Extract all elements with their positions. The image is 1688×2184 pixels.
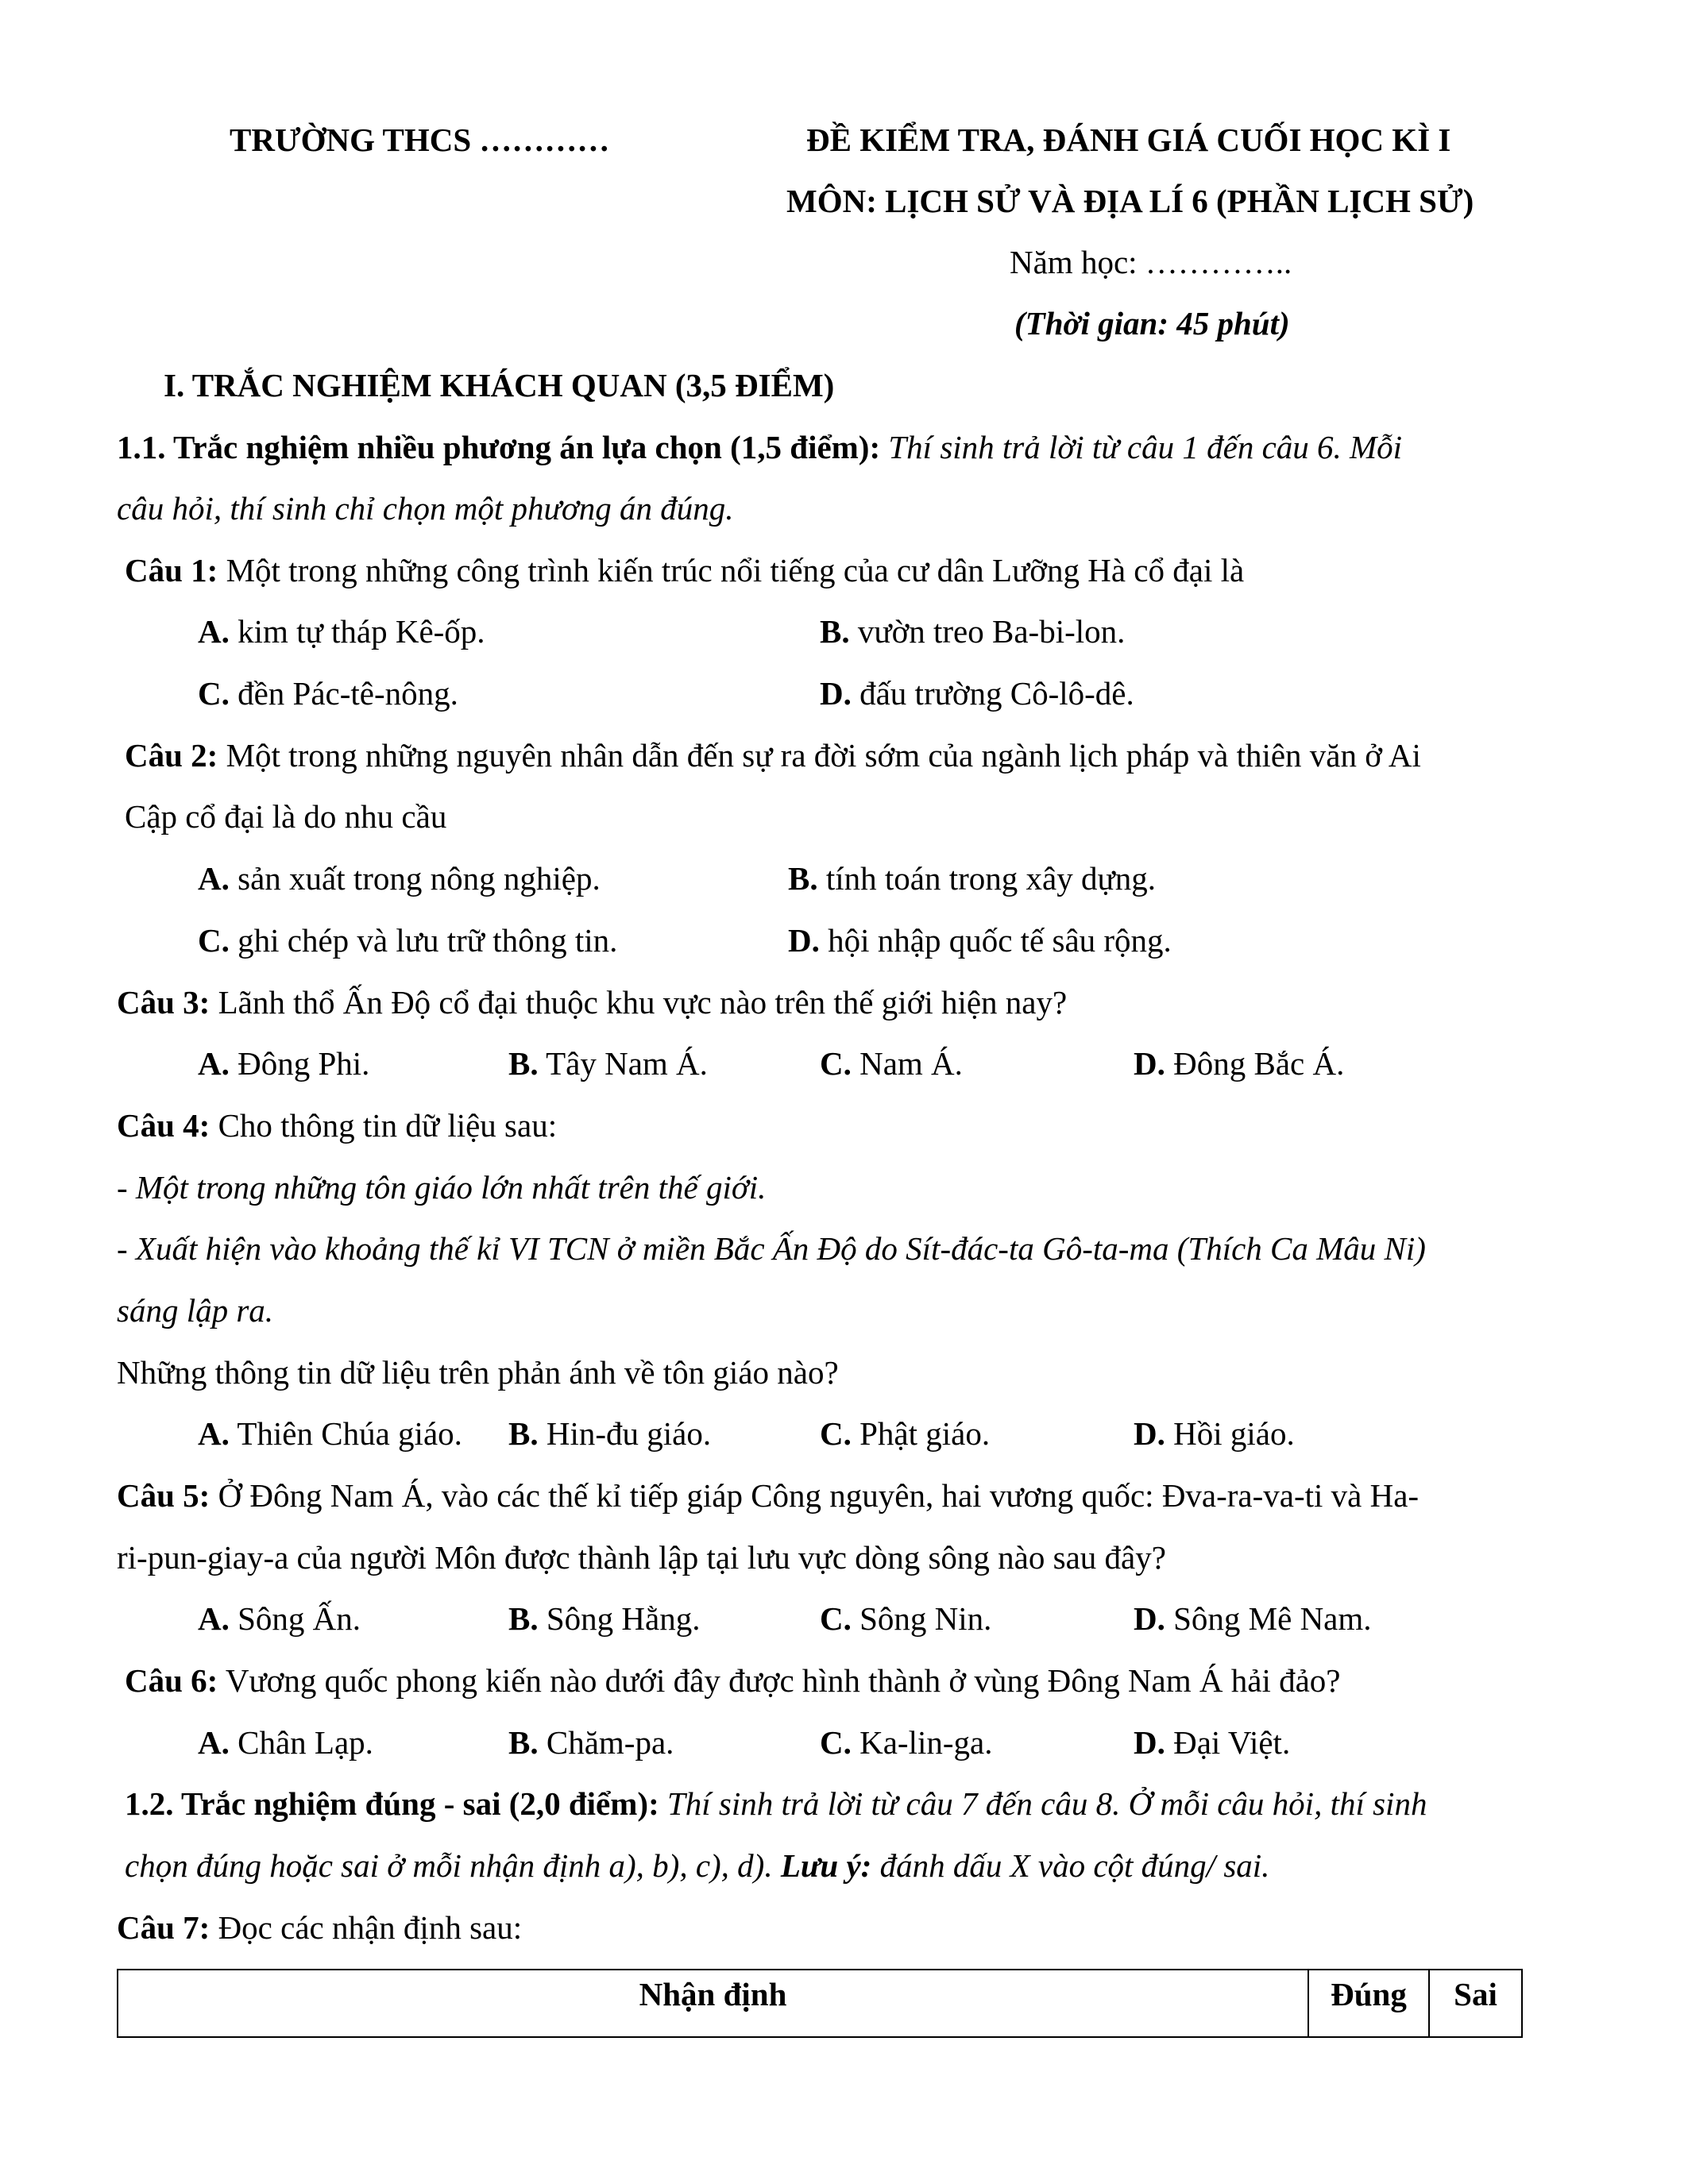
exam-title: ĐỀ KIỂM TRA, ĐÁNH GIÁ CUỐI HỌC KÌ I: [806, 122, 1451, 158]
question-text: Lãnh thổ Ấn Độ cổ đại thuộc khu vực nào trên thế giới hiện nay?: [210, 984, 1068, 1021]
question-4-info-1: - Một trong những tôn giáo lớn nhất trên thế giới.: [117, 1169, 767, 1206]
q4-option-c: C. Phật giáo.: [820, 1415, 991, 1452]
question-text: Vương quốc phong kiến nào dưới đây được hình thành ở vùng Đông Nam Á hải đảo?: [218, 1662, 1341, 1699]
q2-option-b: B. tính toán trong xây dựng.: [788, 860, 1156, 897]
q2-option-a: A. sản xuất trong nông nghiệp.: [198, 860, 601, 897]
question-4: [117, 1106, 557, 1145]
question-label: Câu 4:: [117, 1107, 211, 1144]
q6-option-b: B. Chăm-pa.: [508, 1724, 674, 1761]
q3-option-c: C. Nam Á.: [820, 1045, 963, 1082]
q6-option-c: C. Ka-lin-ga.: [820, 1724, 993, 1761]
part2-instruction: [125, 1784, 1427, 1823]
question-1: [125, 550, 1244, 590]
question-label: Câu 6:: [125, 1662, 218, 1699]
subject-title: MÔN: LỊCH SỬ VÀ ĐỊA LÍ 6 (PHẦN LỊCH SỬ): [786, 183, 1474, 219]
part2-instr-b: chọn đúng hoặc sai ở mỗi nhận định a), b), c), d). Lưu ý: đánh dấu X vào cột đúng/ sai.: [125, 1847, 1270, 1884]
question-text: Một trong những công trình kiến trúc nổi tiếng của cư dân Lưỡng Hà cổ đại là: [218, 552, 1245, 588]
q5-option-c: C. Sông Nin.: [820, 1600, 992, 1637]
part1-instr-b: câu hỏi, thí sinh chỉ chọn một phương án đúng.: [117, 490, 734, 527]
q3-option-a: A. Đông Phi.: [198, 1045, 370, 1082]
school-name: TRƯỜNG THCS …………: [230, 122, 610, 158]
question-label: Câu 3:: [117, 984, 211, 1021]
part1-instr-a: Thí sinh trả lời từ câu 1 đến câu 6. Mỗi: [880, 429, 1403, 465]
question-label: Câu 5:: [117, 1477, 211, 1514]
q4-option-d: D. Hồi giáo.: [1134, 1415, 1295, 1452]
table-header-row: [118, 1970, 1522, 2037]
q5-option-a: A. Sông Ấn.: [198, 1600, 361, 1637]
question-5: [117, 1476, 1419, 1515]
column-header-false: Sai: [1429, 1970, 1522, 2037]
question-4-line2: Những thông tin dữ liệu trên phản ánh về tôn giáo nào?: [117, 1354, 839, 1391]
part2-heading: 1.2. Trắc nghiệm đúng - sai (2,0 điểm):: [125, 1785, 659, 1822]
q5-option-b: B. Sông Hằng.: [508, 1600, 701, 1637]
question-6: [125, 1661, 1341, 1700]
q6-option-d: D. Đại Việt.: [1134, 1724, 1291, 1761]
q1-option-a: A. kim tự tháp Kê-ốp.: [198, 613, 485, 650]
column-header-true: Đúng: [1308, 1970, 1429, 2037]
question-7: [117, 1908, 522, 1947]
question-3: [117, 982, 1067, 1022]
note-label: Lưu ý:: [780, 1847, 872, 1884]
question-2-line2: Cập cổ đại là do nhu cầu: [125, 798, 447, 835]
question-2: [125, 735, 1421, 775]
exam-time: (Thời gian: 45 phút): [1014, 305, 1290, 341]
q6-option-a: A. Chân Lạp.: [198, 1724, 373, 1761]
question-text: Đọc các nhận định sau:: [210, 1909, 523, 1946]
question-text: Ở Đông Nam Á, vào các thế kỉ tiếp giáp Công nguyên, hai vương quốc: Đva-ra-va-ti và Ha-: [210, 1477, 1420, 1514]
assessment-table: [117, 1969, 1523, 2038]
q3-option-b: B. Tây Nam Á.: [508, 1045, 708, 1082]
question-4-info-2a: - Xuất hiện vào khoảng thế kỉ VI TCN ở miền Bắc Ấn Độ do Sít-đác-ta Gô-ta-ma (Thích Ca Mâu Ni): [117, 1230, 1426, 1267]
part1-instruction: [117, 427, 1402, 467]
column-header-statement: Nhận định: [118, 1970, 1308, 2037]
q1-option-b: B. vườn treo Ba-bi-lon.: [820, 613, 1126, 650]
question-4-info-2b: sáng lập ra.: [117, 1292, 274, 1329]
section-title: I. TRẮC NGHIỆM KHÁCH QUAN (3,5 ĐIỂM): [164, 367, 835, 403]
q4-option-b: B. Hin-đu giáo.: [508, 1415, 712, 1452]
q1-option-d: D. đấu trường Cô-lô-dê.: [820, 675, 1134, 712]
q2-option-d: D. hội nhập quốc tế sâu rộng.: [788, 922, 1172, 959]
question-5-line2: ri-pun-giay-a của người Môn được thành lập tại lưu vực dòng sông nào sau đây?: [117, 1539, 1166, 1576]
question-text: Cho thông tin dữ liệu sau:: [210, 1107, 558, 1144]
q1-option-c: C. đền Pác-tê-nông.: [198, 675, 458, 712]
q4-option-a: A. Thiên Chúa giáo.: [198, 1415, 462, 1452]
q3-option-d: D. Đông Bắc Á.: [1134, 1045, 1345, 1082]
q5-option-d: D. Sông Mê Nam.: [1134, 1600, 1372, 1637]
part1-heading: 1.1. Trắc nghiệm nhiều phương án lựa chọn (1,5 điểm):: [117, 429, 881, 465]
question-label: Câu 7:: [117, 1909, 211, 1946]
question-text: Một trong những nguyên nhân dẫn đến sự ra đời sớm của ngành lịch pháp và thiên văn ở Ai: [218, 737, 1421, 774]
question-label: Câu 2:: [125, 737, 218, 774]
part2-instr-a: Thí sinh trả lời từ câu 7 đến câu 8. Ở mỗi câu hỏi, thí sinh: [659, 1785, 1427, 1822]
question-label: Câu 1:: [125, 552, 218, 588]
q2-option-c: C. ghi chép và lưu trữ thông tin.: [198, 922, 618, 959]
school-year: Năm học: …………..: [1010, 244, 1292, 280]
